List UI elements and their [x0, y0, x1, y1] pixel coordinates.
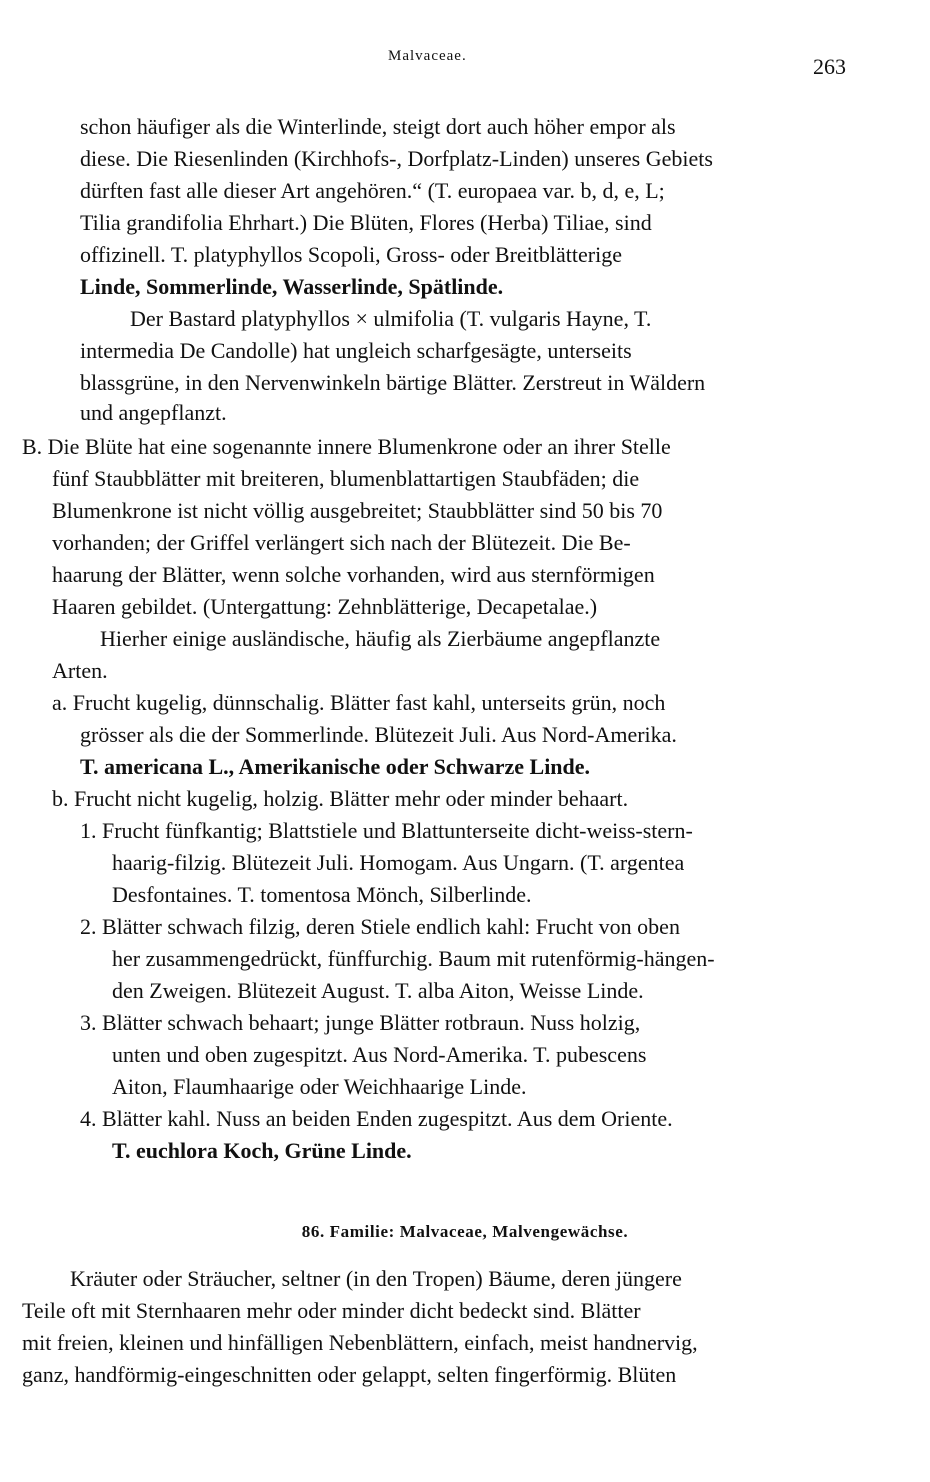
- text-line: Blumenkrone ist nicht völlig ausgebreitet; Staubblätter sind 50 bis 70: [52, 498, 663, 523]
- text-line: haarung der Blätter, wenn solche vorhanden, wird aus sternförmigen: [52, 562, 655, 587]
- text-line: Linde, Sommerlinde, Wasserlinde, Spätlinde.: [80, 274, 504, 299]
- text-line: offizinell. T. platyphyllos Scopoli, Gross- oder Breitblätterige: [80, 242, 622, 267]
- text-line: b. Frucht nicht kugelig, holzig. Blätter mehr oder minder behaart.: [52, 786, 629, 811]
- text-line: haarig-filzig. Blütezeit Juli. Homogam. Aus Ungarn. (T. argentea: [112, 850, 685, 875]
- text-line: intermedia De Candolle) hat ungleich scharfgesägte, unterseits: [80, 338, 632, 363]
- text-line: T. euchlora Koch, Grüne Linde.: [112, 1138, 412, 1163]
- text-line: Tilia grandifolia Ehrhart.) Die Blüten, Flores (Herba) Tiliae, sind: [80, 210, 652, 235]
- text-line: Teile oft mit Sternhaaren mehr oder minder dicht bedeckt sind. Blätter: [22, 1298, 641, 1323]
- text-line: Arten.: [52, 658, 108, 683]
- text-line: Haaren gebildet. (Untergattung: Zehnblätterige, Decapetalae.): [52, 594, 598, 619]
- text-line: Kräuter oder Sträucher, seltner (in den Tropen) Bäume, deren jüngere: [70, 1266, 682, 1291]
- text-line: fünf Staubblätter mit breiteren, blumenblattartigen Staubfäden; die: [52, 466, 640, 491]
- text-line: 2. Blätter schwach filzig, deren Stiele endlich kahl: Frucht von oben: [80, 914, 680, 939]
- text-line: diese. Die Riesenlinden (Kirchhofs-, Dorfplatz-Linden) unseres Gebiets: [80, 146, 713, 171]
- text-line: Hierher einige ausländische, häufig als Zierbäume angepflanzte: [100, 626, 661, 651]
- text-line: a. Frucht kugelig, dünnschalig. Blätter fast kahl, unterseits grün, noch: [52, 690, 666, 715]
- text-line: 1. Frucht fünfkantig; Blattstiele und Blattunterseite dicht-weiss-stern-: [80, 818, 693, 843]
- text-line: Aiton, Flaumhaarige oder Weichhaarige Linde.: [112, 1074, 527, 1099]
- page-number: 263: [813, 54, 846, 79]
- section-heading: 86. Familie: Malvaceae, Malvengewächse.: [301, 1222, 629, 1241]
- text-line: schon häufiger als die Winterlinde, steigt dort auch höher empor als: [80, 114, 676, 139]
- text-line: dürften fast alle dieser Art angehören.“ (T. europaea var. b, d, e, L;: [80, 178, 665, 203]
- page-header: [0, 48, 930, 84]
- text-line: B. Die Blüte hat eine sogenannte innere Blumenkrone oder an ihrer Stelle: [22, 434, 671, 459]
- text-line: blassgrüne, in den Nervenwinkeln bärtige Blätter. Zerstreut in Wäldern: [80, 370, 706, 395]
- text-line: 4. Blätter kahl. Nuss an beiden Enden zugespitzt. Aus dem Oriente.: [80, 1106, 673, 1131]
- text-line: her zusammengedrückt, fünffurchig. Baum mit rutenförmig-hängen-: [112, 946, 715, 971]
- text-line: T. americana L., Amerikanische oder Schwarze Linde.: [80, 754, 591, 779]
- text-line: 3. Blätter schwach behaart; junge Blätter rotbraun. Nuss holzig,: [80, 1010, 641, 1035]
- text-line: ganz, handförmig-eingeschnitten oder gelappt, selten fingerförmig. Blüten: [22, 1362, 677, 1387]
- text-line: und angepflanzt.: [80, 400, 227, 425]
- text-line: grösser als die der Sommerlinde. Blütezeit Juli. Aus Nord-Amerika.: [80, 722, 677, 747]
- text-line: Der Bastard platyphyllos × ulmifolia (T. vulgaris Hayne, T.: [130, 306, 652, 331]
- text-line: den Zweigen. Blütezeit August. T. alba Aiton, Weisse Linde.: [112, 978, 644, 1003]
- running-head: Malvaceae.: [388, 48, 467, 64]
- text-line: unten und oben zugespitzt. Aus Nord-Amerika. T. pubescens: [112, 1042, 647, 1067]
- text-line: Desfontaines. T. tomentosa Mönch, Silberlinde.: [112, 882, 532, 907]
- text-line: mit freien, kleinen und hinfälligen Nebenblättern, einfach, meist handnervig,: [22, 1330, 698, 1355]
- text-line: vorhanden; der Griffel verlängert sich nach der Blütezeit. Die Be-: [52, 530, 631, 555]
